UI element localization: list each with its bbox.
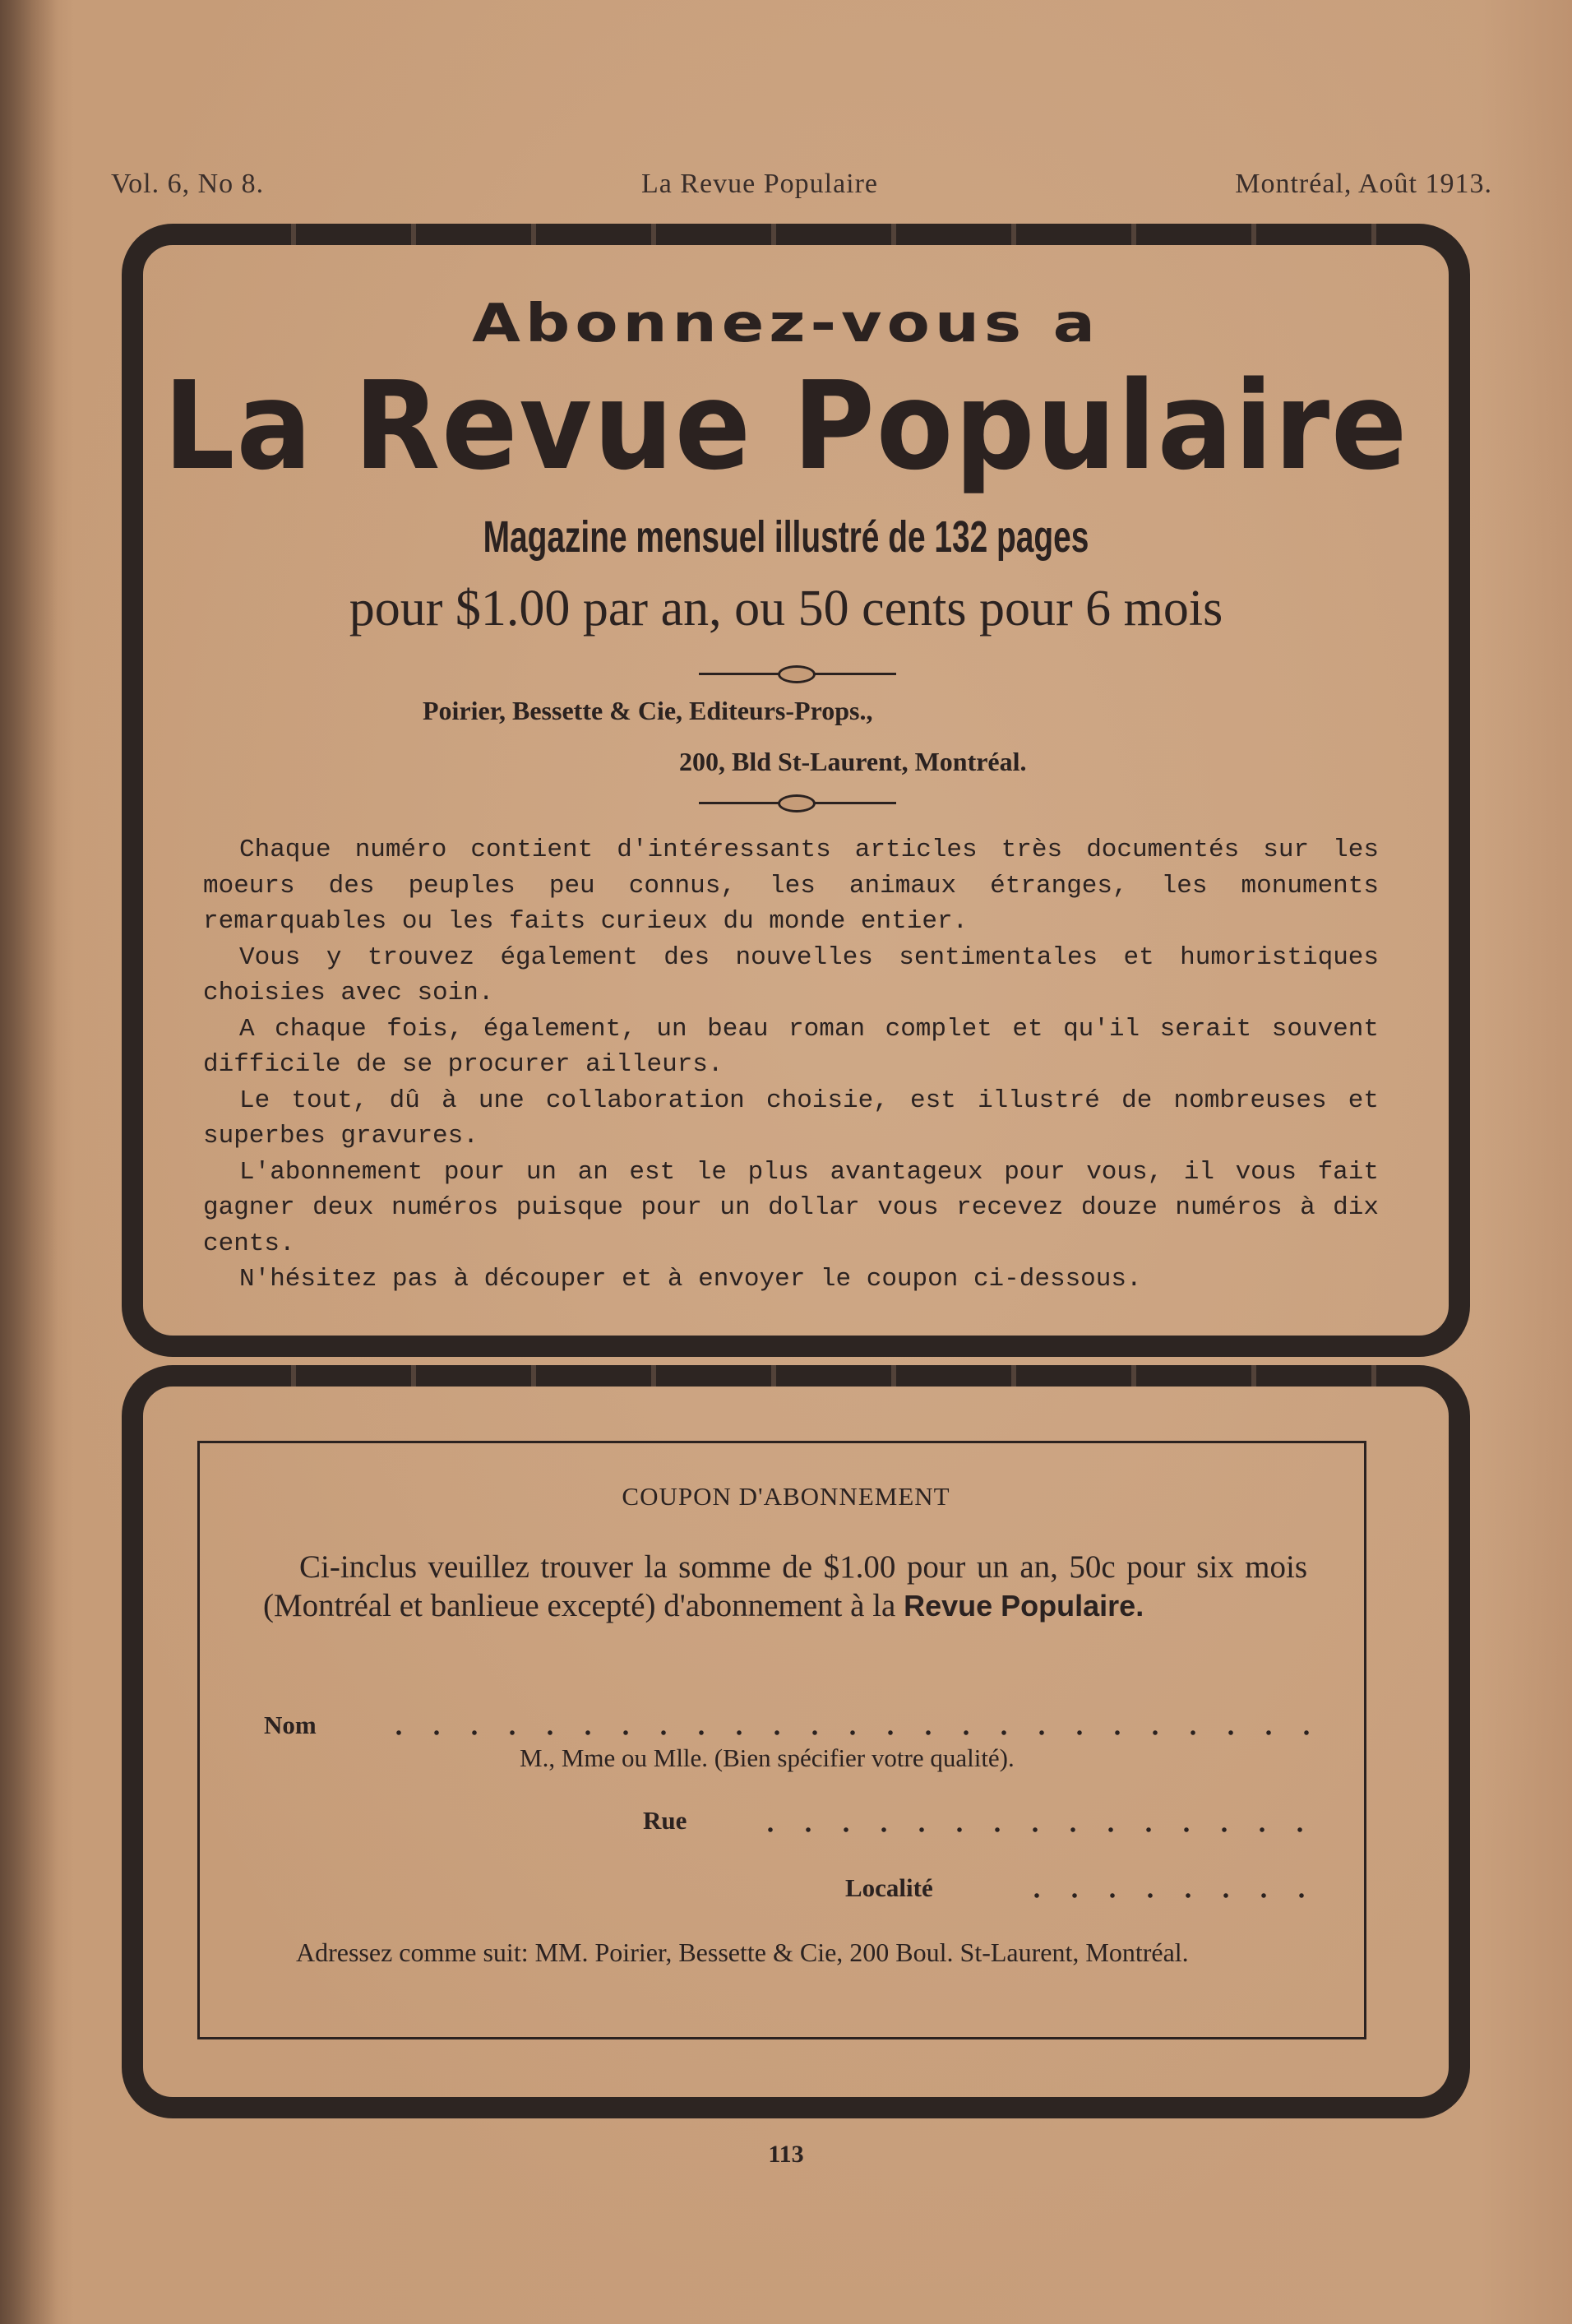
coupon-text (263, 1548, 1307, 1625)
publisher-name: Poirier, Bessette & Cie, Editeurs-Props., (423, 696, 873, 725)
publication-name: La Revue Populaire (641, 169, 879, 199)
body-paragraph: N'hésitez pas à découper et à envoyer le coupon ci-dessous. (239, 1265, 1142, 1294)
subscription-price: pour $1.00 par an, ou 50 cents pour 6 mois (349, 581, 1223, 637)
coupon-magazine-name: Revue Populaire. (904, 1589, 1144, 1623)
body-paragraph: L'abonnement pour un an est le plus avantageux pour vous, il vous fait gagner deux numéros puisque pour un dollar vous recevez douze numéros à dix cents. (203, 1157, 1379, 1258)
locality-field[interactable] (1018, 1893, 1309, 1898)
volume-number: Vol. 6, No 8. (111, 169, 265, 199)
subscribe-headline: Abonnez-vous a (472, 291, 1100, 354)
mailing-instruction: Adressez comme suit: MM. Poirier, Bessette & Cie, 200 Boul. St-Laurent, Montréal. (296, 1937, 1189, 1967)
magazine-title: La Revue Populaire (163, 355, 1409, 497)
street-label: Rue (643, 1806, 687, 1835)
coupon-title: COUPON D'ABONNEMENT (622, 1482, 950, 1511)
body-paragraph: Le tout, dû à une collaboration choisie, est illustré de nombreuses et superbes gravures. (203, 1086, 1379, 1150)
body-paragraph: Chaque numéro contient d'intéressants articles très documentés sur les moeurs des peuples peu connus, les animaux étranges, les monuments remarquables ou les faits curieux du monde entier. (203, 836, 1379, 936)
locality-label: Localité (845, 1873, 933, 1902)
page-number: 113 (768, 2141, 804, 2168)
street-field[interactable] (751, 1827, 1309, 1832)
ornament-divider (699, 790, 896, 815)
ornament-divider (699, 661, 896, 686)
coupon-statement: Ci-inclus veuillez trouver la somme de $1.00 pour un an, 50c pour six mois (Montréal et banlieue excepté) d'abonnement à la (263, 1549, 1307, 1623)
name-field[interactable] (380, 1730, 1309, 1735)
advertisement-body (203, 832, 1379, 1298)
place-and-date: Montréal, Août 1913. (1235, 169, 1492, 199)
name-label: Nom (264, 1711, 317, 1739)
body-paragraph: A chaque fois, également, un beau roman complet et qu'il serait souvent difficile de se procurer ailleurs. (203, 1014, 1379, 1079)
name-field-note: M., Mme ou Mlle. (Bien spécifier votre qualité). (520, 1743, 1015, 1772)
magazine-description: Magazine mensuel illustré de 132 pages (483, 512, 1089, 562)
body-paragraph: Vous y trouvez également des nouvelles sentimentales et humoristiques choisies avec soin. (203, 942, 1379, 1007)
publisher-address: 200, Bld St-Laurent, Montréal. (679, 747, 1027, 776)
